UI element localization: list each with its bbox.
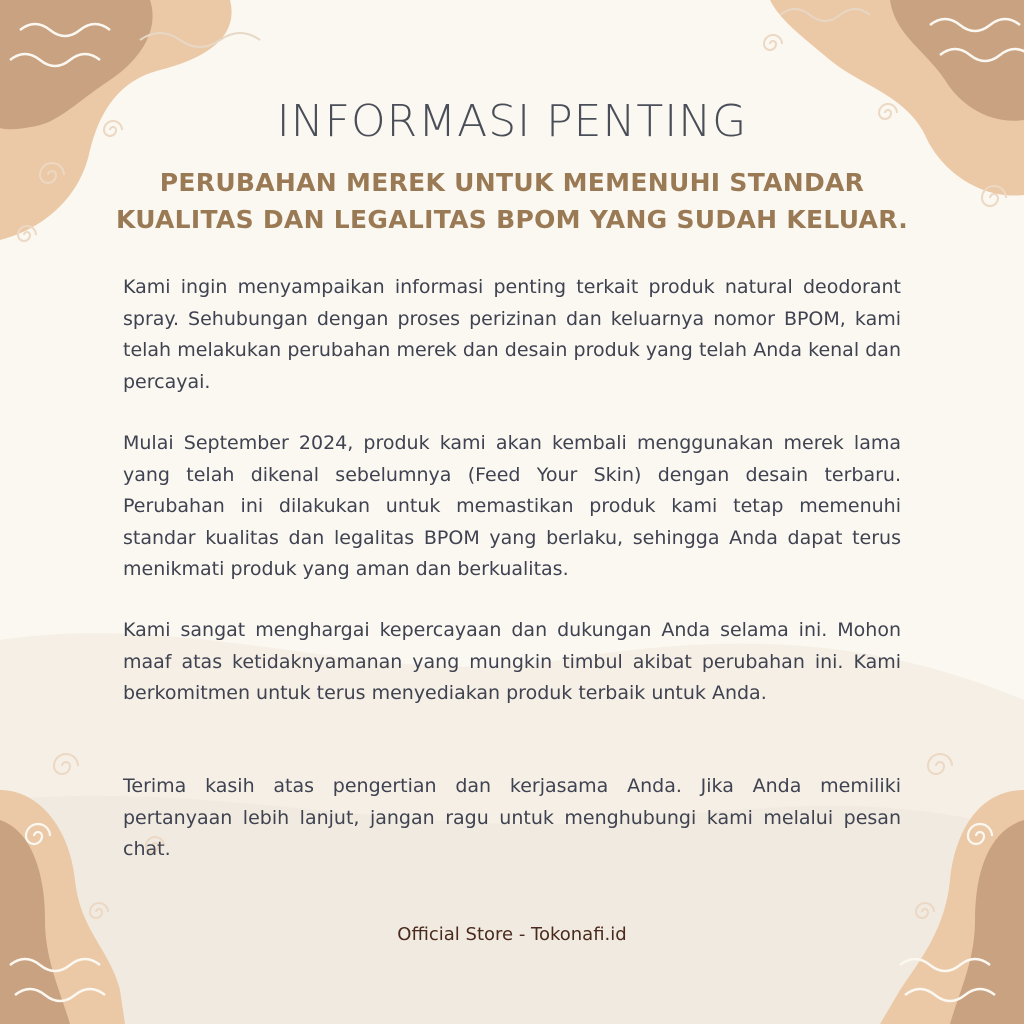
paragraph-1: Kami ingin menyampaikan informasi penting terkait produk natural deodorant spray. Sehubungan dengan proses perizinan dan keluarnya nomor BPOM, kami telah melakukan perubahan merek dan desain produk yang telah Anda kenal dan percayai. xyxy=(123,276,901,393)
subtitle-line-1: PERUBAHAN MEREK UNTUK MEMENUHI STANDAR xyxy=(159,168,865,197)
page-title: INFORMASI PENTING xyxy=(276,96,748,147)
subtitle-line-2: KUALITAS DAN LEGALITAS BPOM YANG SUDAH KELUAR. xyxy=(115,205,909,234)
paragraph-2: Mulai September 2024, produk kami akan kembali menggunakan merek lama yang telah dikenal sebelumnya (Feed Your Skin) dengan desain terbaru. Perubahan ini dilakukan untuk memastikan produk kami tetap memenuhi standar kualitas dan legalitas BPOM yang berlaku, sehingga Anda dapat terus menikmati produk yang aman dan berkualitas. xyxy=(123,432,901,580)
footer-store-name: Official Store - Tokonafi.id xyxy=(397,924,627,945)
paragraph-4: Terima kasih atas pengertian dan kerjasama Anda. Jika Anda memiliki pertanyaan lebih lanjut, jangan ragu untuk menghubungi kami melalui pesan chat. xyxy=(123,775,901,860)
subtitle xyxy=(100,164,924,238)
paragraph-3: Kami sangat menghargai kepercayaan dan dukungan Anda selama ini. Mohon maaf atas ketidaknyamanan yang mungkin timbul akibat perubahan ini. Kami berkomitmen untuk terus menyediakan produk terbaik untuk Anda. xyxy=(123,619,901,704)
